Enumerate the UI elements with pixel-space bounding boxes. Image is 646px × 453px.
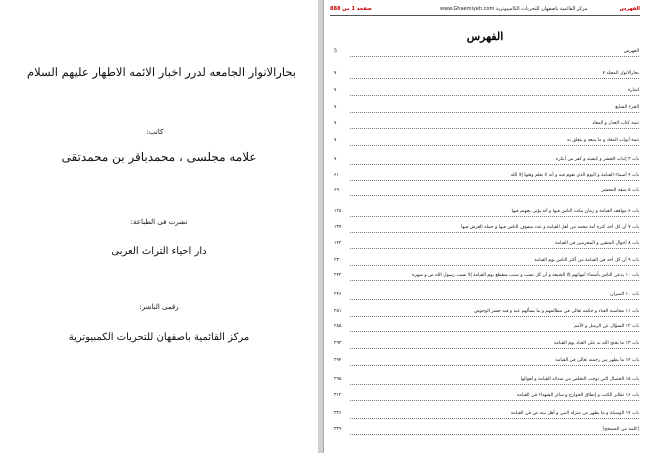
- toc-entry-label: الجزء السابع: [615, 105, 639, 110]
- right-page: [324, 0, 646, 453]
- toc-entry-page: ۳۱۲: [334, 393, 342, 398]
- toc-leader-dots: [350, 434, 639, 435]
- toc-leader-dots: [350, 56, 639, 57]
- toc-entry-label: اشارة: [627, 88, 639, 93]
- toc-entry[interactable]: [334, 105, 639, 115]
- toc-entry[interactable]: [334, 173, 639, 183]
- toc-entry[interactable]: [334, 358, 639, 368]
- toc-entry[interactable]: [334, 309, 639, 319]
- toc-entry[interactable]: [334, 411, 639, 421]
- toc-entry-page: ۷: [334, 157, 337, 162]
- toc-entry-label: [كلمة من المصحح]: [602, 427, 639, 432]
- toc-entry-page: ۲۳۰: [334, 258, 342, 263]
- site-info[interactable]: www.Ghaemiyeh.com مركز القائمية باصفهان للتحريات الكامپيوترية: [440, 6, 588, 12]
- toc-leader-dots: [350, 78, 639, 79]
- toc-leader-dots: [350, 145, 639, 146]
- toc-entry-page: 5: [334, 49, 337, 54]
- toc-entry-label: باب ۱۷ الوسيلة و ما يظهر من منزلة النبي و أهل بيته ص في القيامة: [510, 411, 639, 416]
- toc-entry-page: ۲۴۶: [334, 292, 342, 297]
- toc-entry-label: باب ۸ أحوال المتقين و المجرمين في القيامة: [555, 241, 639, 246]
- toc-leader-dots: [350, 216, 639, 217]
- toc-entry[interactable]: [334, 377, 639, 387]
- toc-leader-dots: [350, 112, 639, 113]
- toc-entry-page: ۲۹۳: [334, 341, 342, 346]
- toc-entry-label: باب ۱۰ يدعى الناس بأسماء أمهاتهم إلا الشيعة و أن كل نسب و سبب منقطع يوم القيامة إلا نسب رسول الله ص و صهره: [412, 273, 639, 278]
- toc-entry-label: باب ۱۵ الخصال التي توجب التخلص من شدائد القيامة و أهوالها: [520, 377, 639, 382]
- book-title: بحارالانوار الجامعه لدرر اخبار الائمه الاطهار عليهم السلام: [27, 65, 296, 79]
- toc-entry[interactable]: [334, 258, 639, 268]
- toc-entry-page: ۳۲۶: [334, 411, 342, 416]
- toc-entry[interactable]: [334, 324, 639, 334]
- toc-entry-page: ۶۹: [334, 188, 339, 193]
- toc-entry[interactable]: [334, 273, 639, 283]
- toc-leader-dots: [350, 316, 639, 317]
- toc-entry-label: باب ۱۰ الميزان: [610, 292, 639, 297]
- toc-leader-dots: [350, 265, 639, 266]
- toc-leader-dots: [350, 400, 639, 401]
- toc-entry-page: ۲۹۴: [334, 358, 342, 363]
- toc-entry-label: باب ۱۶ تطاير الكتب و إنطاق الجوارح و سائر الشهداء في القيامة: [516, 393, 639, 398]
- toc-leader-dots: [350, 299, 639, 300]
- toc-entry[interactable]: [334, 157, 639, 167]
- toc-entry-label: باب ۹ أن كل أحد في القيامة من أكثر الناس يوم القيامة: [534, 258, 639, 263]
- toc-entry-page: ۷: [334, 138, 337, 143]
- publisher-label: نشرت فى الطباعة:: [130, 218, 188, 226]
- toc-entry-page: ۷: [334, 121, 337, 126]
- toc-leader-dots: [350, 128, 639, 129]
- toc-entry[interactable]: [334, 393, 639, 403]
- toc-leader-dots: [350, 418, 639, 419]
- toc-entry-page: ۶۱: [334, 173, 339, 178]
- toc-leader-dots: [350, 331, 639, 332]
- publisher-name: دار احياء التراث العربى: [111, 246, 207, 257]
- toc-entry[interactable]: [334, 88, 639, 98]
- author-label: كاتب:: [146, 128, 164, 136]
- toc-entry[interactable]: [334, 138, 639, 148]
- toc-leader-dots: [350, 195, 639, 196]
- toc-leader-dots: [350, 365, 639, 366]
- toc-leader-dots: [350, 248, 639, 249]
- header-section: الفهرس: [619, 6, 640, 12]
- toc-entry-label: باب ۴ أسماء القيامة و اليوم الذي تقوم فيه و أنه لا يعلم وقتها إلا الله: [510, 173, 639, 178]
- toc-entry-page: ۱۲۸: [334, 209, 342, 214]
- toc-entry[interactable]: [334, 241, 639, 251]
- toc-leader-dots: [350, 280, 639, 281]
- toc-entry[interactable]: [334, 71, 639, 81]
- page-number-info: صفحة 1 من 888: [330, 6, 372, 12]
- digital-publisher-label: رقمى الناشر:: [139, 303, 179, 311]
- left-page: [0, 0, 318, 453]
- toc-leader-dots: [350, 95, 639, 96]
- author-name: علامه مجلسى ، محمدباقر بن محمدتقى: [61, 150, 257, 164]
- toc-entry-label: تتمة أبواب المعاد و ما يتبعه و يتعلق به: [567, 138, 639, 143]
- toc-entry-page: ۷: [334, 71, 337, 76]
- toc-entry-label: باب ۱۲ السؤال عن الرسل و الأمم: [574, 324, 639, 329]
- toc-entry[interactable]: [334, 49, 639, 59]
- toc-entry-page: ۱۳۷: [334, 225, 342, 230]
- toc-entry-label: باب ۷ أن كل أحد كثرة أمة محمد من أهل القيامة و عدد صفوف الناس فيها و حملة العرش فيها: [461, 225, 639, 230]
- toc-entry-label: باب ۱۳ ما يحتج الله به على العباد يوم القيامة: [554, 341, 639, 346]
- toc-entry[interactable]: [334, 225, 639, 235]
- toc-entry-page: ۲۹۵: [334, 377, 342, 382]
- toc-leader-dots: [350, 232, 639, 233]
- toc-leader-dots: [350, 348, 639, 349]
- toc-title: الفهرس: [466, 30, 504, 43]
- toc-entry[interactable]: [334, 292, 639, 302]
- digital-publisher-name: مركز القائمية باصفهان للتحريات الكمبيوترية: [68, 332, 250, 343]
- toc-entry-label: تتمة كتاب العدل و المعاد: [592, 121, 639, 126]
- toc-entry[interactable]: [334, 341, 639, 351]
- toc-entry-page: ۲۸۵: [334, 324, 342, 329]
- toc-entry-label: باب ۱۴ ما يظهر من رحمته تعالى في القيامة: [555, 358, 639, 363]
- toc-entry-page: ۱۴۲: [334, 241, 342, 246]
- toc-entry-page: ۷: [334, 105, 337, 110]
- toc-entry-page: ۷: [334, 88, 337, 93]
- toc-entry[interactable]: [334, 188, 639, 198]
- toc-entry[interactable]: [334, 209, 639, 219]
- toc-entry-page: ۲۴۲: [334, 273, 342, 278]
- page-header: [330, 4, 640, 16]
- toc-entry-label: باب ۵ صفة المحشر: [601, 188, 639, 193]
- toc-entry-label: باب ۶ مواقف القيامة و زمان مكث الناس فيها و أنه يؤتى بجهنم فيها: [511, 209, 639, 214]
- toc-entry-page: ۳۳۹: [334, 427, 342, 432]
- toc-entry-label: الفهرس: [623, 49, 639, 54]
- toc-entry[interactable]: [334, 121, 639, 131]
- toc-leader-dots: [350, 384, 639, 385]
- toc-leader-dots: [350, 164, 639, 165]
- toc-entry[interactable]: [334, 427, 639, 437]
- toc-entry-page: ۲۵۱: [334, 309, 342, 314]
- toc-entry-label: بحارالانوار المجلد ۷: [602, 71, 639, 76]
- toc-entry-label: باب ۳ إثبات الحشر و كيفيته و كفر من أنكره: [555, 157, 639, 162]
- toc-leader-dots: [350, 180, 639, 181]
- toc-entry-label: باب ۱۱ محاسبة العباد و حكمه تعالى في مظالمهم و ما يسألهم عنه و فيه حشر الوحوش: [474, 309, 639, 314]
